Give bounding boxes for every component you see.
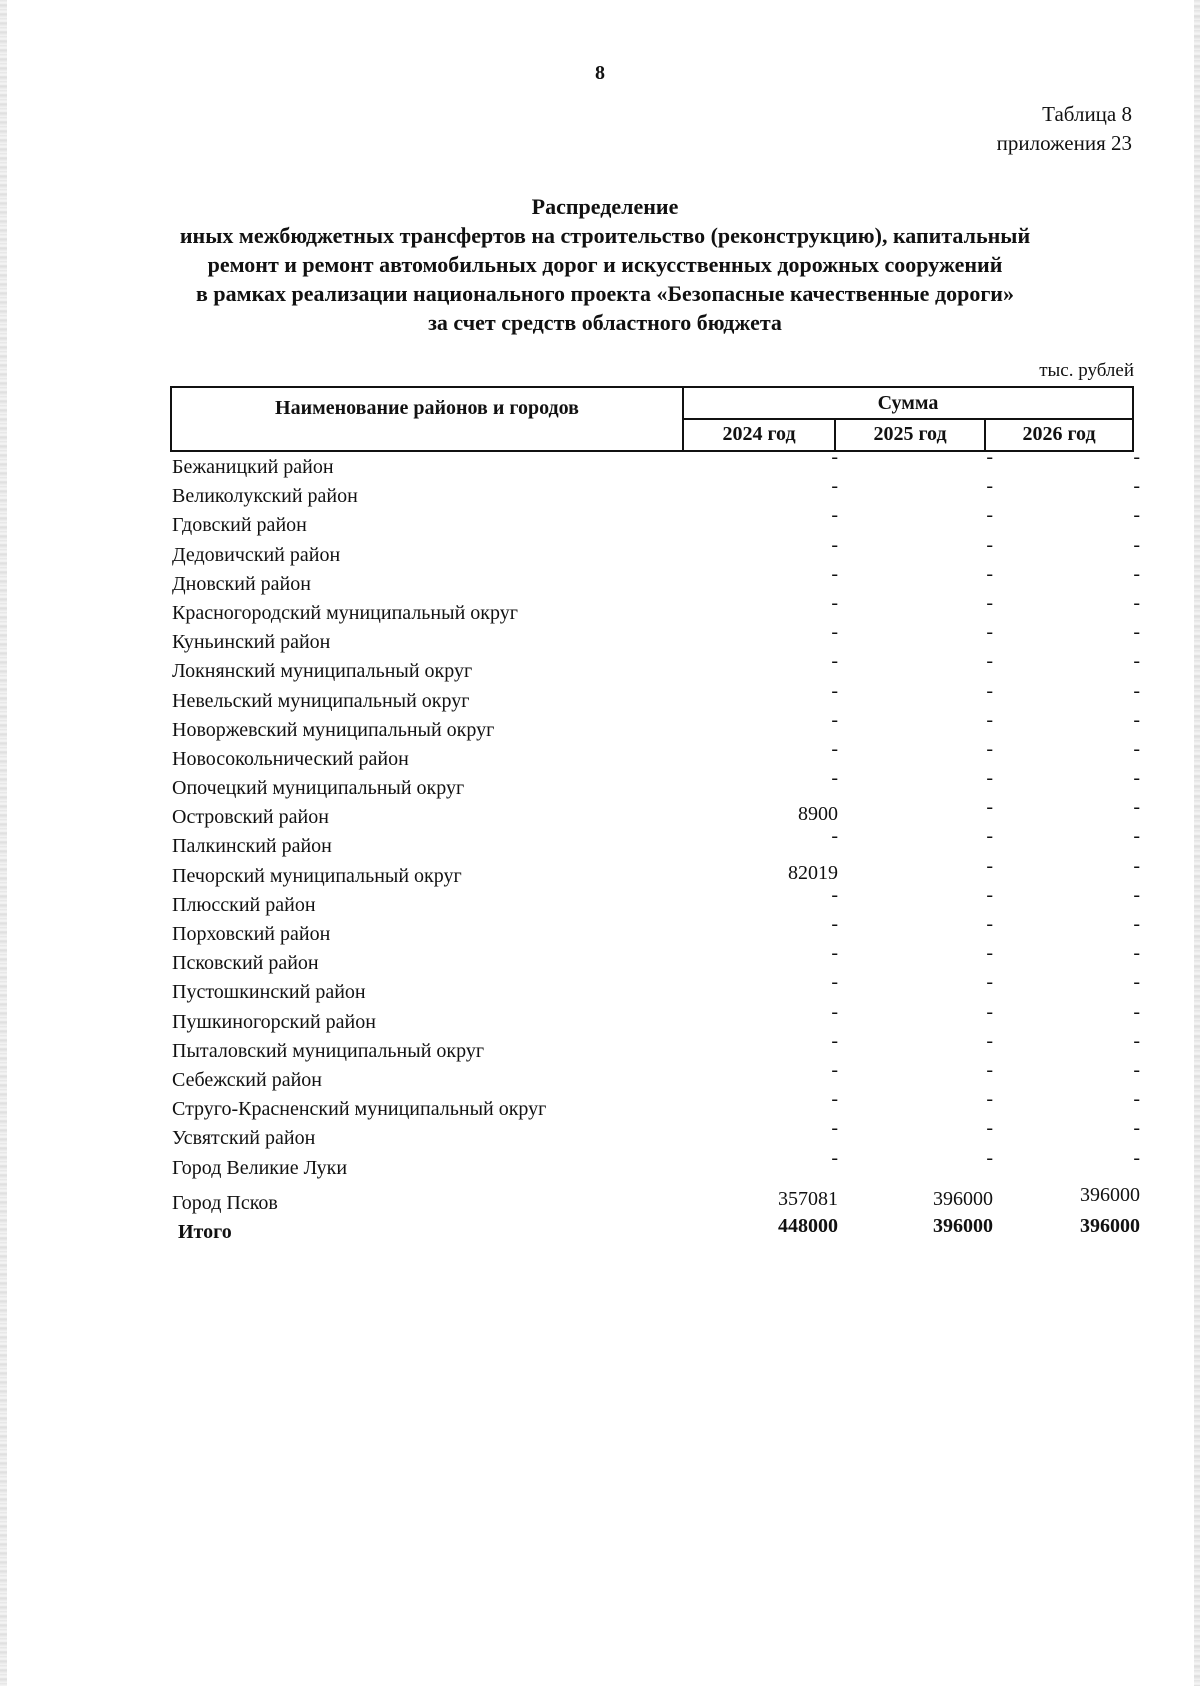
value-2025: - bbox=[986, 1117, 993, 1140]
value-2026: - bbox=[1133, 650, 1140, 673]
value-2024: - bbox=[831, 504, 838, 527]
district-name: Струго-Красненский муниципальный округ bbox=[172, 1098, 547, 1121]
district-name: Дедовичский район bbox=[172, 543, 341, 566]
value-2025: - bbox=[986, 679, 993, 702]
value-2024: - bbox=[831, 1029, 838, 1052]
district-name: Пустошкинский район bbox=[172, 981, 366, 1004]
value-2026: - bbox=[1133, 796, 1140, 819]
value-2024: 82019 bbox=[788, 861, 838, 884]
table-row bbox=[0, 708, 1200, 746]
value-2024: - bbox=[831, 1000, 838, 1023]
value-2025: - bbox=[986, 1058, 993, 1081]
table-row bbox=[0, 650, 1200, 687]
value-2024: - bbox=[831, 562, 838, 585]
value-2025: - bbox=[986, 562, 993, 585]
value-2026: - bbox=[1133, 504, 1140, 527]
header-year-2025: 2025 год bbox=[836, 420, 986, 450]
value-2024: 448000 bbox=[778, 1214, 838, 1237]
value-2025: - bbox=[986, 650, 993, 673]
table-row bbox=[0, 1058, 1200, 1096]
value-2026: - bbox=[1133, 971, 1140, 994]
value-2026: - bbox=[1133, 1000, 1140, 1023]
table-row bbox=[0, 504, 1200, 541]
value-2024: - bbox=[831, 591, 838, 614]
total-label: Итого bbox=[178, 1220, 232, 1243]
value-2026: - bbox=[1133, 1146, 1140, 1169]
document-title bbox=[100, 192, 1110, 337]
district-name: Плюсский район bbox=[172, 893, 316, 916]
district-name: Себежский район bbox=[172, 1068, 322, 1091]
value-2024: - bbox=[831, 737, 838, 760]
value-2025: - bbox=[986, 1146, 993, 1169]
district-name: Печорский муниципальный округ bbox=[172, 864, 462, 887]
table-row bbox=[0, 621, 1200, 658]
value-2024: - bbox=[831, 1088, 838, 1111]
table-row bbox=[0, 737, 1200, 775]
district-name: Гдовский район bbox=[172, 514, 307, 537]
title-line-3: ремонт и ремонт автомобильных дорог и искусственных дорожных сооружений bbox=[207, 252, 1003, 277]
value-2024: 357081 bbox=[778, 1187, 838, 1210]
district-name: Город Псков bbox=[172, 1191, 278, 1214]
district-name: Невельский муниципальный округ bbox=[172, 689, 470, 712]
title-line-2: иных межбюджетных трансфертов на строительство (реконструкцию), капитальный bbox=[179, 223, 1031, 248]
district-name: Новоржевский муниципальный округ bbox=[172, 718, 495, 741]
table-header bbox=[170, 386, 1134, 452]
value-2026: 396000 bbox=[1080, 1183, 1140, 1206]
value-2024: - bbox=[831, 708, 838, 731]
value-2025: - bbox=[986, 591, 993, 614]
table-row bbox=[0, 591, 1200, 629]
table-row-total bbox=[0, 1213, 1200, 1242]
table-row bbox=[0, 446, 1200, 483]
value-2024: 8900 bbox=[798, 803, 838, 826]
value-2026: - bbox=[1133, 708, 1140, 731]
table-row bbox=[0, 533, 1200, 571]
value-2025: - bbox=[986, 533, 993, 556]
value-2024: - bbox=[831, 621, 838, 644]
value-2025: - bbox=[986, 796, 993, 819]
table-row bbox=[0, 767, 1200, 804]
value-2025: - bbox=[986, 971, 993, 994]
district-name: Пыталовский муниципальный округ bbox=[172, 1039, 485, 1062]
header-year-2024: 2024 год bbox=[684, 420, 836, 450]
value-2025: - bbox=[986, 854, 993, 877]
value-2024: - bbox=[831, 446, 838, 468]
value-2024: - bbox=[831, 971, 838, 994]
header-sum: Сумма bbox=[684, 388, 1132, 420]
value-2026: - bbox=[1133, 1029, 1140, 1052]
table-row bbox=[0, 1029, 1200, 1067]
district-name: Локнянский муниципальный округ bbox=[172, 660, 473, 683]
value-2026: - bbox=[1133, 767, 1140, 790]
value-2025: - bbox=[986, 504, 993, 527]
district-name: Дновский район bbox=[172, 572, 311, 595]
value-2026: - bbox=[1133, 562, 1140, 585]
value-2026: - bbox=[1133, 679, 1140, 702]
table-body bbox=[0, 446, 1200, 1243]
table-row bbox=[0, 1000, 1200, 1038]
district-name: Красногородский муниципальный округ bbox=[172, 601, 518, 624]
value-2026: - bbox=[1133, 942, 1140, 965]
value-2025: - bbox=[986, 1000, 993, 1023]
value-2026: - bbox=[1133, 621, 1140, 644]
value-2026: - bbox=[1133, 475, 1140, 498]
value-2026: - bbox=[1133, 446, 1140, 468]
table-row bbox=[0, 562, 1200, 600]
table-row bbox=[0, 854, 1200, 892]
value-2025: - bbox=[986, 446, 993, 468]
district-name: Город Великие Луки bbox=[172, 1156, 348, 1179]
value-2026: - bbox=[1133, 1058, 1140, 1081]
value-2024: - bbox=[831, 767, 838, 790]
value-2026: - bbox=[1133, 913, 1140, 935]
value-2024: - bbox=[831, 883, 838, 906]
value-2024: - bbox=[831, 825, 838, 848]
value-2025: - bbox=[986, 825, 993, 848]
value-2025: - bbox=[986, 475, 993, 498]
value-2025: - bbox=[986, 913, 993, 935]
district-name: Псковский район bbox=[172, 952, 319, 975]
district-name: Бежаницкий район bbox=[172, 456, 334, 478]
district-name: Островский район bbox=[172, 806, 329, 829]
value-2024: - bbox=[831, 1146, 838, 1169]
value-2026: - bbox=[1133, 854, 1140, 877]
value-2024: - bbox=[831, 942, 838, 965]
header-name-column: Наименование районов и городов bbox=[172, 388, 684, 450]
table-row bbox=[0, 825, 1200, 862]
district-name: Порховский район bbox=[172, 923, 331, 945]
value-2025: - bbox=[986, 942, 993, 965]
value-2024: - bbox=[831, 1058, 838, 1081]
appendix-table-label: Таблица 8 bbox=[1042, 102, 1132, 126]
district-name: Великолукский район bbox=[172, 485, 358, 508]
district-name: Усвятский район bbox=[172, 1127, 316, 1150]
value-2026: - bbox=[1133, 591, 1140, 614]
district-name: Опочецкий муниципальный округ bbox=[172, 777, 465, 800]
title-line-5: за счет средств областного бюджета bbox=[428, 310, 782, 335]
value-2026: - bbox=[1133, 1117, 1140, 1140]
title-line-4: в рамках реализации национального проекта «Безопасные качественные дороги» bbox=[196, 281, 1014, 306]
value-2025: - bbox=[986, 621, 993, 644]
table-row bbox=[0, 1184, 1200, 1213]
table-row bbox=[0, 796, 1200, 833]
table-row bbox=[0, 971, 1200, 1008]
value-2024: - bbox=[831, 913, 838, 935]
table-row bbox=[0, 1146, 1200, 1184]
value-2024: - bbox=[831, 679, 838, 702]
value-2026: 396000 bbox=[1080, 1214, 1140, 1237]
district-name: Палкинский район bbox=[172, 835, 332, 858]
value-2026: - bbox=[1133, 883, 1140, 906]
table-row bbox=[0, 942, 1200, 979]
value-2024: - bbox=[831, 1117, 838, 1140]
value-2025: - bbox=[986, 737, 993, 760]
value-2026: - bbox=[1133, 825, 1140, 848]
value-2025: 396000 bbox=[933, 1214, 993, 1237]
table-row bbox=[0, 475, 1200, 512]
table-row bbox=[0, 1088, 1200, 1125]
value-2024: - bbox=[831, 650, 838, 673]
district-name: Новосокольнический район bbox=[172, 747, 409, 770]
table-row bbox=[0, 1117, 1200, 1154]
value-2025: - bbox=[986, 1088, 993, 1111]
value-2026: - bbox=[1133, 737, 1140, 760]
header-year-2026: 2026 год bbox=[1022, 423, 1096, 445]
value-2025: 396000 bbox=[933, 1187, 993, 1210]
title-line-1: Распределение bbox=[531, 194, 679, 219]
table-row bbox=[0, 679, 1200, 717]
value-2025: - bbox=[986, 883, 993, 906]
value-2026: - bbox=[1133, 533, 1140, 556]
value-2025: - bbox=[986, 767, 993, 790]
table-row bbox=[0, 883, 1200, 921]
value-2025: - bbox=[986, 1029, 993, 1052]
value-2024: - bbox=[831, 475, 838, 498]
appendix-annex-label: приложения 23 bbox=[996, 131, 1132, 155]
appendix-reference bbox=[997, 100, 1132, 158]
value-2024: - bbox=[831, 533, 838, 556]
page-number: 8 bbox=[595, 62, 605, 84]
district-name: Куньинский район bbox=[172, 631, 331, 654]
value-2025: - bbox=[986, 708, 993, 731]
district-name: Пушкиногорский район bbox=[172, 1010, 376, 1033]
value-2026: - bbox=[1133, 1088, 1140, 1111]
table-row bbox=[0, 913, 1200, 950]
units-label: тыс. рублей bbox=[1039, 360, 1134, 381]
